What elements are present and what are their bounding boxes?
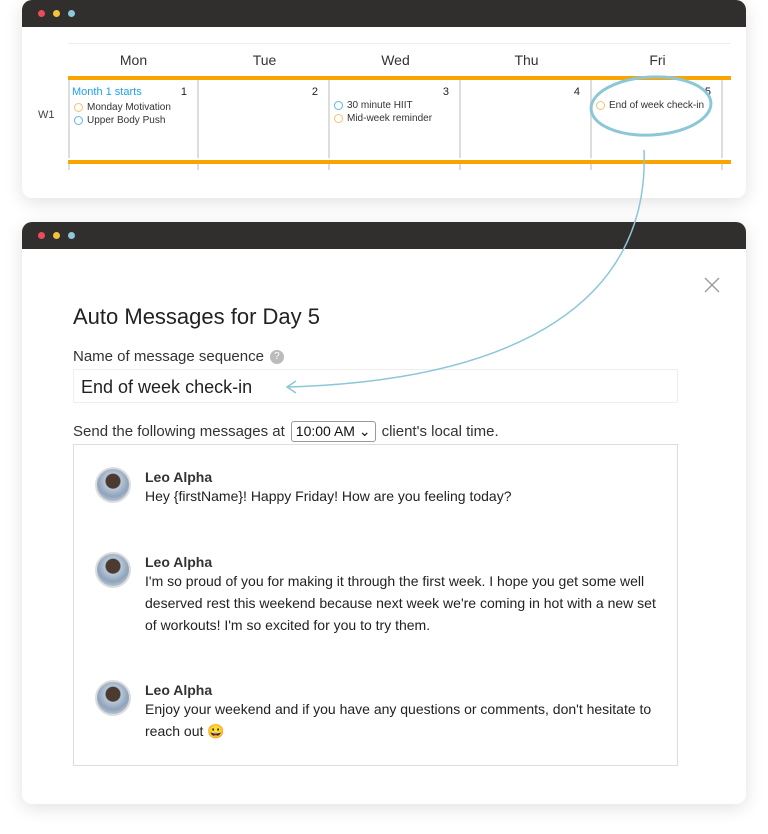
calendar-event[interactable] (596, 99, 721, 112)
day-header: Tue (252, 52, 277, 68)
avatar (95, 680, 131, 716)
avatar (95, 467, 131, 503)
send-suffix: client's local time. (381, 423, 499, 440)
sender-name: Leo Alpha (145, 554, 213, 570)
minimize-dot[interactable] (53, 232, 60, 239)
messages-list (73, 444, 678, 766)
event-label: End of week check-in (609, 100, 705, 111)
day-header: Thu (514, 52, 539, 68)
message-item[interactable] (95, 680, 665, 742)
event-label: Upper Body Push (87, 115, 166, 126)
maximize-dot[interactable] (68, 10, 75, 17)
event-label: Mid-week reminder (347, 113, 433, 124)
day-number: 5 (704, 86, 711, 98)
help-icon[interactable]: ? (270, 350, 284, 364)
chevron-down-icon: ⌄ (358, 423, 371, 439)
maximize-dot[interactable] (68, 232, 75, 239)
event-circle-icon (596, 101, 605, 110)
avatar (95, 552, 131, 588)
event-label: 30 minute HIIT (347, 100, 413, 111)
calendar-event[interactable] (334, 112, 459, 125)
event-circle-icon (334, 101, 343, 110)
send-prefix: Send the following messages at (73, 423, 285, 440)
day-header: Mon (119, 52, 148, 68)
calendar-event[interactable] (74, 114, 197, 127)
auto-messages-window (22, 222, 746, 804)
sender-name: Leo Alpha (145, 682, 213, 698)
day-header: Fri (649, 52, 666, 68)
name-label: Name of message sequence (73, 348, 264, 365)
day-number: 4 (573, 86, 580, 98)
day-cell[interactable] (592, 80, 723, 158)
day-number: 2 (311, 86, 318, 98)
close-icon[interactable] (704, 277, 720, 293)
time-select[interactable] (291, 421, 376, 442)
calendar-window (22, 0, 746, 198)
close-dot[interactable] (38, 10, 45, 17)
day-header: Wed (381, 52, 410, 68)
event-circle-icon (74, 116, 83, 125)
time-value: 10:00 AM (295, 423, 355, 439)
title-bar (22, 0, 746, 27)
event-label: Monday Motivation (87, 102, 171, 113)
event-circle-icon (74, 103, 83, 112)
message-text: Hey {firstName}! Happy Friday! How are you feeling today? (145, 488, 512, 504)
modal-title: Auto Messages for Day 5 (73, 304, 321, 329)
sequence-name-input[interactable]: End of week check-in (73, 369, 678, 403)
event-circle-icon (334, 114, 343, 123)
message-item[interactable] (95, 552, 665, 636)
program-start-link[interactable]: Month 1 starts (72, 86, 142, 98)
minimize-dot[interactable] (53, 10, 60, 17)
calendar-event[interactable] (74, 101, 197, 114)
day-cell[interactable] (461, 80, 592, 158)
title-bar (22, 222, 746, 249)
day-number: 3 (442, 86, 449, 98)
calendar-grid (68, 43, 731, 170)
day-cell[interactable] (199, 80, 330, 158)
calendar-event[interactable] (334, 99, 459, 112)
message-item[interactable] (95, 467, 665, 507)
close-dot[interactable] (38, 232, 45, 239)
day-cell[interactable] (330, 80, 461, 158)
message-text: Enjoy your weekend and if you have any questions or comments, don't hesitate to reach out 😀 (145, 701, 652, 739)
message-text: I'm so proud of you for making it through the first week. I hope you get some well deserved rest this weekend because next week we're coming in hot with a new set of workouts! I'm so excited for you to try them. (145, 573, 656, 633)
week-label: W1 (38, 109, 55, 121)
day-number: 1 (180, 86, 187, 98)
sender-name: Leo Alpha (145, 469, 213, 485)
day-cell[interactable] (68, 80, 199, 158)
